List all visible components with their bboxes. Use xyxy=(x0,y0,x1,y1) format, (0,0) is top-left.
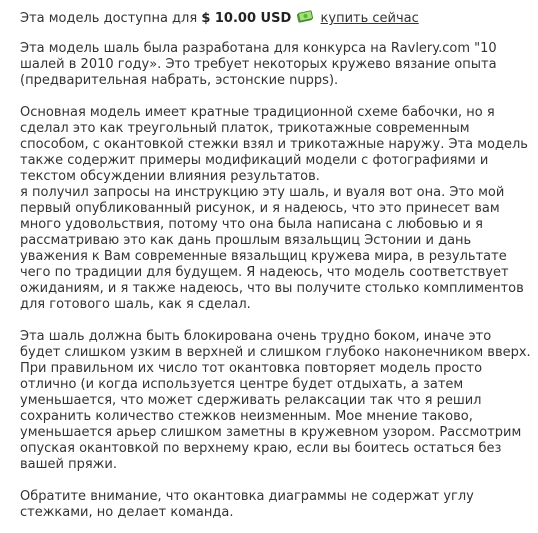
paragraph-model: Основная модель имеет кратные традиционной схеме бабочки, но я сделал это как треугольный платок, трикотажные современным способом, с окантовкой стежки взял и трикотажные наружу. Эта модель также содержит примеры модификаций модели с фотографиями и текстом обсуждении влияния результатов. xyxy=(20,105,528,184)
buy-now-link[interactable]: купить сейчас xyxy=(320,11,419,26)
paragraph-intro: Эта модель шаль была разработана для конкурса на Ravlery.com "10 шалей в 2010 году». Это требует некоторых кружево вязание опыта (предварительная набрать, эстонские nupps). xyxy=(20,41,497,88)
price-prefix: Эта модель доступна для xyxy=(20,11,198,26)
paragraph-history: я получил запросы на инструкцию эту шаль, и вуаля вот она. Это мой первый опубликованный рисунок, и я надеюсь, что это принесет вам много удовольствия, потому что она была написана с любовью и я рассматриваю это как дань прошлым вязальщиц Эстонии и дань уважения к Вам современные вязальщиц кружева мира, в результате чего по традиции для будущем. Я надеюсь, что модель соответствует ожиданиям, и я также надеюсь, что вы получите столько комплиментов для готового шаль, как я сделал. xyxy=(20,185,524,312)
paragraph-blocking: Эта шаль должна быть блокирована очень трудно боком, иначе это будет слишком узким в верхней и слишком глубоко наконечником вверх. При правильном их число тот окантовка повторяет модель просто отлично (и когда используется центре будет отдыхать, а затем уменьшается, что может сдерживать релаксации так что я решил сохранить количество стежков неизменным. Мое мнение таково, уменьшается арьер слишком заметны в кружевном узором. Рассмотрим опуская окантовкой по верхнему краю, если вы боитесь остаться без вашей пряжи. xyxy=(20,329,531,472)
price-line xyxy=(20,10,532,28)
money-icon xyxy=(297,10,313,28)
paragraph-note: Обратите внимание, что окантовка диаграммы не содержат углу стежками, но делает команда. xyxy=(20,489,474,520)
price-value: $ 10.00 USD xyxy=(201,11,292,26)
